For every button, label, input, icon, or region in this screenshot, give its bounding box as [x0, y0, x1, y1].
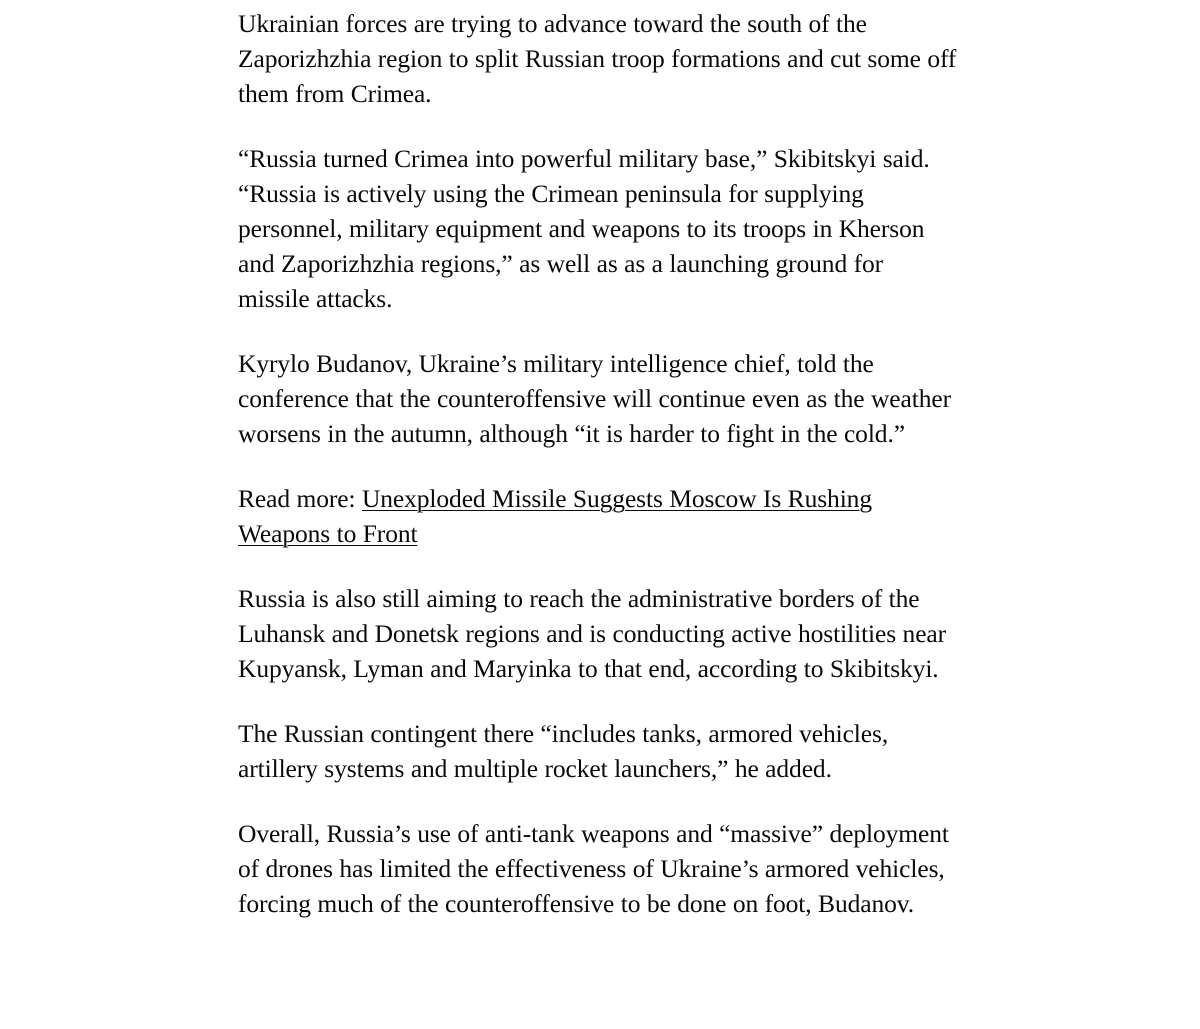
paragraph: Ukrainian forces are trying to advance toward the south of the Zaporizhzhia region to split Russian troop formations and cut some off them from Crimea. [238, 9, 957, 108]
paragraph: Kyrylo Budanov, Ukraine’s military intelligence chief, told the conference that the counteroffensive will continue even as the weather worsens in the autumn, although “it is harder to fight in the cold.” [238, 349, 951, 448]
read-more-label: Read more: [238, 484, 362, 513]
read-more-paragraph [238, 481, 960, 551]
article-body [238, 0, 960, 951]
paragraph: The Russian contingent there “includes tanks, armored vehicles, artillery systems and multiple rocket launchers,” he added. [238, 719, 889, 783]
paragraph: “Russia turned Crimea into powerful military base,” Skibitskyi said. “Russia is actively using the Crimean peninsula for supplying personnel, military equipment and weapons to its troops in Kherson and Zaporizhzhia regions,” as well as as a launching ground for missile attacks. [238, 144, 930, 313]
paragraph: Overall, Russia’s use of anti-tank weapons and “massive” deployment of drones has limited the effectiveness of Ukraine’s armored vehicles, forcing much of the counteroffensive to be done on foot, Budanov. [238, 819, 949, 918]
read-more-link[interactable]: Unexploded Missile Suggests Moscow Is Rushing Weapons to Front [238, 484, 872, 548]
paragraph: Russia is also still aiming to reach the administrative borders of the Luhansk and Donetsk regions and is conducting active hostilities near Kupyansk, Lyman and Maryinka to that end, according to Skibitskyi. [238, 584, 947, 683]
